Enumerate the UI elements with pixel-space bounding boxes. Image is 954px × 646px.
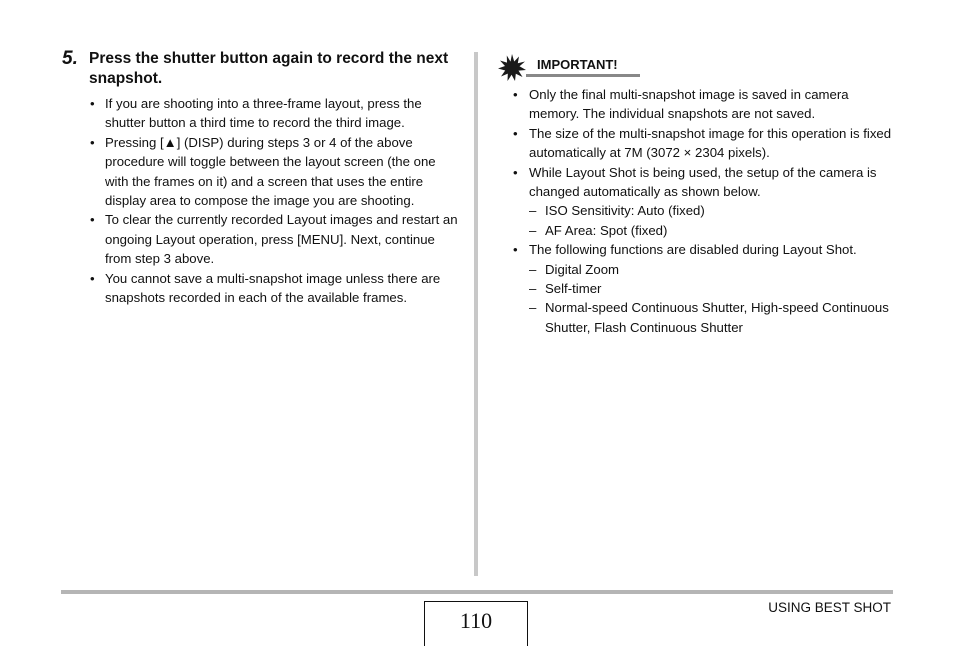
sub-list-item: – Self-timer (529, 279, 898, 298)
sub-list-item: – Normal-speed Continuous Shutter, High-speed Continuous Shutter, Flash Continuous Shutter (529, 298, 898, 337)
important-underline (526, 74, 640, 77)
list-item: • To clear the currently recorded Layout images and restart an ongoing Layout operation, press [MENU]. Next, continue from step 3 above. (62, 210, 462, 268)
sub-list-item: – AF Area: Spot (fixed) (529, 221, 898, 240)
starburst-icon (498, 54, 526, 82)
list-item-text: Only the final multi-snapshot image is saved in camera memory. The individual snapshots are not saved. (529, 87, 849, 122)
sub-list (529, 201, 898, 240)
list-item (498, 124, 898, 163)
sub-list-item: – Digital Zoom (529, 260, 898, 279)
sub-list-item: – ISO Sensitivity: Auto (fixed) (529, 201, 898, 220)
important-header (498, 54, 898, 80)
list-item (498, 240, 898, 337)
list-item (498, 163, 898, 241)
sub-list (529, 260, 898, 338)
page-number: 110 (424, 601, 528, 646)
list-item-text: The size of the multi-snapshot image for this operation is fixed automatically at 7M (3072 × 2304 pixels). (529, 125, 892, 161)
list-item-text: The following functions are disabled during Layout Shot. (529, 242, 857, 258)
step-number: 5. (62, 48, 78, 69)
step-bullet-list (62, 94, 462, 307)
list-item-text: While Layout Shot is being used, the setup of the camera is changed automatically as shown below. (529, 164, 877, 200)
list-item (498, 85, 898, 124)
step-section (62, 48, 462, 307)
step-title: Press the shutter button again to record the next snapshot. (89, 50, 449, 87)
important-label: IMPORTANT! (537, 57, 618, 72)
list-item: • Pressing [▲] (DISP) during steps 3 or 4 of the above procedure will toggle between the layout screen (the one with the frames on it) and a screen that uses the entire display area to compose the image you are shooting. (62, 133, 462, 211)
section-label: USING BEST SHOT (768, 600, 891, 615)
important-bullet-list (498, 85, 898, 337)
important-section (498, 54, 898, 337)
list-item: • If you are shooting into a three-frame layout, press the shutter button a third time to record the third image. (62, 94, 462, 133)
column-divider (474, 52, 478, 576)
list-item: • You cannot save a multi-snapshot image unless there are snapshots recorded in each of the available frames. (62, 269, 462, 308)
footer-rule (61, 590, 893, 594)
